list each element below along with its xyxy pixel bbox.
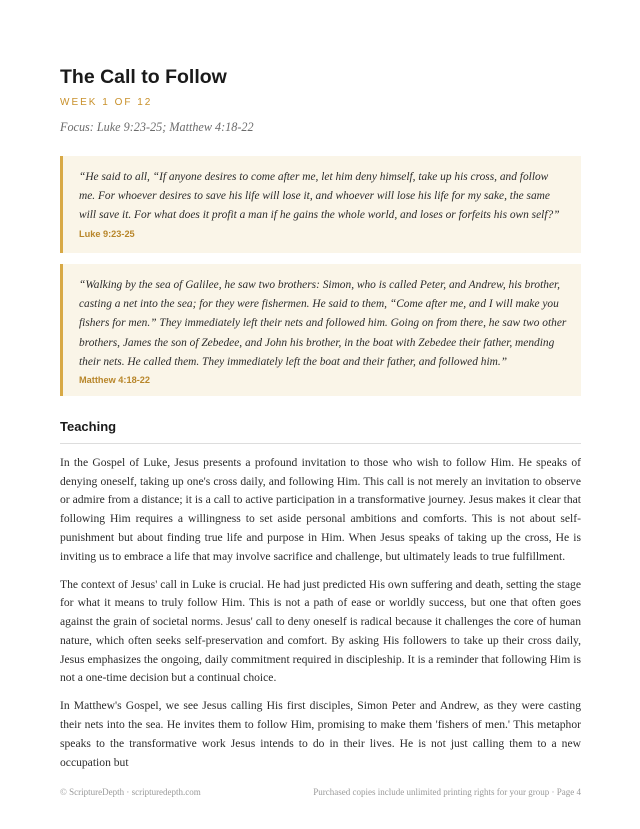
scripture-quote-matthew	[60, 264, 581, 396]
teaching-body	[60, 454, 581, 782]
focus-passages: Focus: Luke 9:23-25; Matthew 4:18-22	[60, 120, 254, 134]
page-title: The Call to Follow	[60, 66, 227, 88]
scripture-quote-luke	[60, 156, 581, 253]
week-label: WEEK 1 OF 12	[60, 97, 153, 108]
quote-text: “He said to all, “If anyone desires to come after me, let him deny himself, take up his cross, and follow me. For whoever desires to save his life will lose it, and whoever will lose his life for my sake, the same will save it. For what does it profit a man if he gains the whole world, and loses or forfeits his own self?”	[79, 171, 560, 222]
section-divider	[60, 443, 581, 444]
quote-reference: Luke 9:23-25	[79, 228, 135, 239]
teaching-paragraph: The context of Jesus' call in Luke is crucial. He had just predicted His own suffering and death, setting the stage for what it means to truly follow Him. This is not a path of ease or worldly success, but one that often goes against the grain of societal norms. Jesus' call to deny oneself is radical because it challenges the core of human nature, which often seeks self-preservation and comfort. By asking His followers to take up their cross daily, Jesus emphasizes the ongoing, daily commitment required in discipleship. It is a reminder that following Him is not a one-time decision but a continual choice.	[60, 577, 581, 685]
quote-text: “Walking by the sea of Galilee, he saw two brothers: Simon, who is called Peter, and Andrew, his brother, casting a net into the sea; for they were fishermen. He said to them, “Come after me, and I will make you fishers for men.” They immediately left their nets and followed him. Going on from there, he saw two other brothers, James the son of Zebedee, and John his brother, in the boat with Zebedee their father, mending their nets. He called them. They immediately left the boat and their father, and followed him.”	[79, 279, 567, 368]
teaching-paragraph: In Matthew's Gospel, we see Jesus calling His first disciples, Simon Peter and Andrew, as they were casting their nets into the sea. He invites them to follow Him, promising to make them 'fishers of men.' This metaphor speaks to the transformative work Jesus intends to do in their lives. He is not just calling them to a new occupation but	[60, 699, 581, 769]
teaching-paragraph: In the Gospel of Luke, Jesus presents a profound invitation to those who wish to follow Him. He speaks of denying oneself, taking up one's cross daily, and following Him. This call is not merely an invitation to observe or admire from a distance; it is a call to active participation in a transformative journey. Jesus makes it clear that following Him requires a willingness to set aside personal ambitions and comforts. This is not about self-punishment but about finding true life and purpose in Him. When Jesus speaks of taking up the cross, He is inviting us to embrace a life that may involve sacrifice and challenge, but ultimately leads to true fulfillment.	[60, 456, 581, 563]
footer-page-info: Purchased copies include unlimited printing rights for your group · Page 4	[313, 787, 581, 797]
section-heading-teaching: Teaching	[60, 419, 117, 434]
quote-reference: Matthew 4:18-22	[79, 375, 150, 386]
footer-copyright: © ScriptureDepth · scripturedepth.com	[60, 787, 201, 797]
